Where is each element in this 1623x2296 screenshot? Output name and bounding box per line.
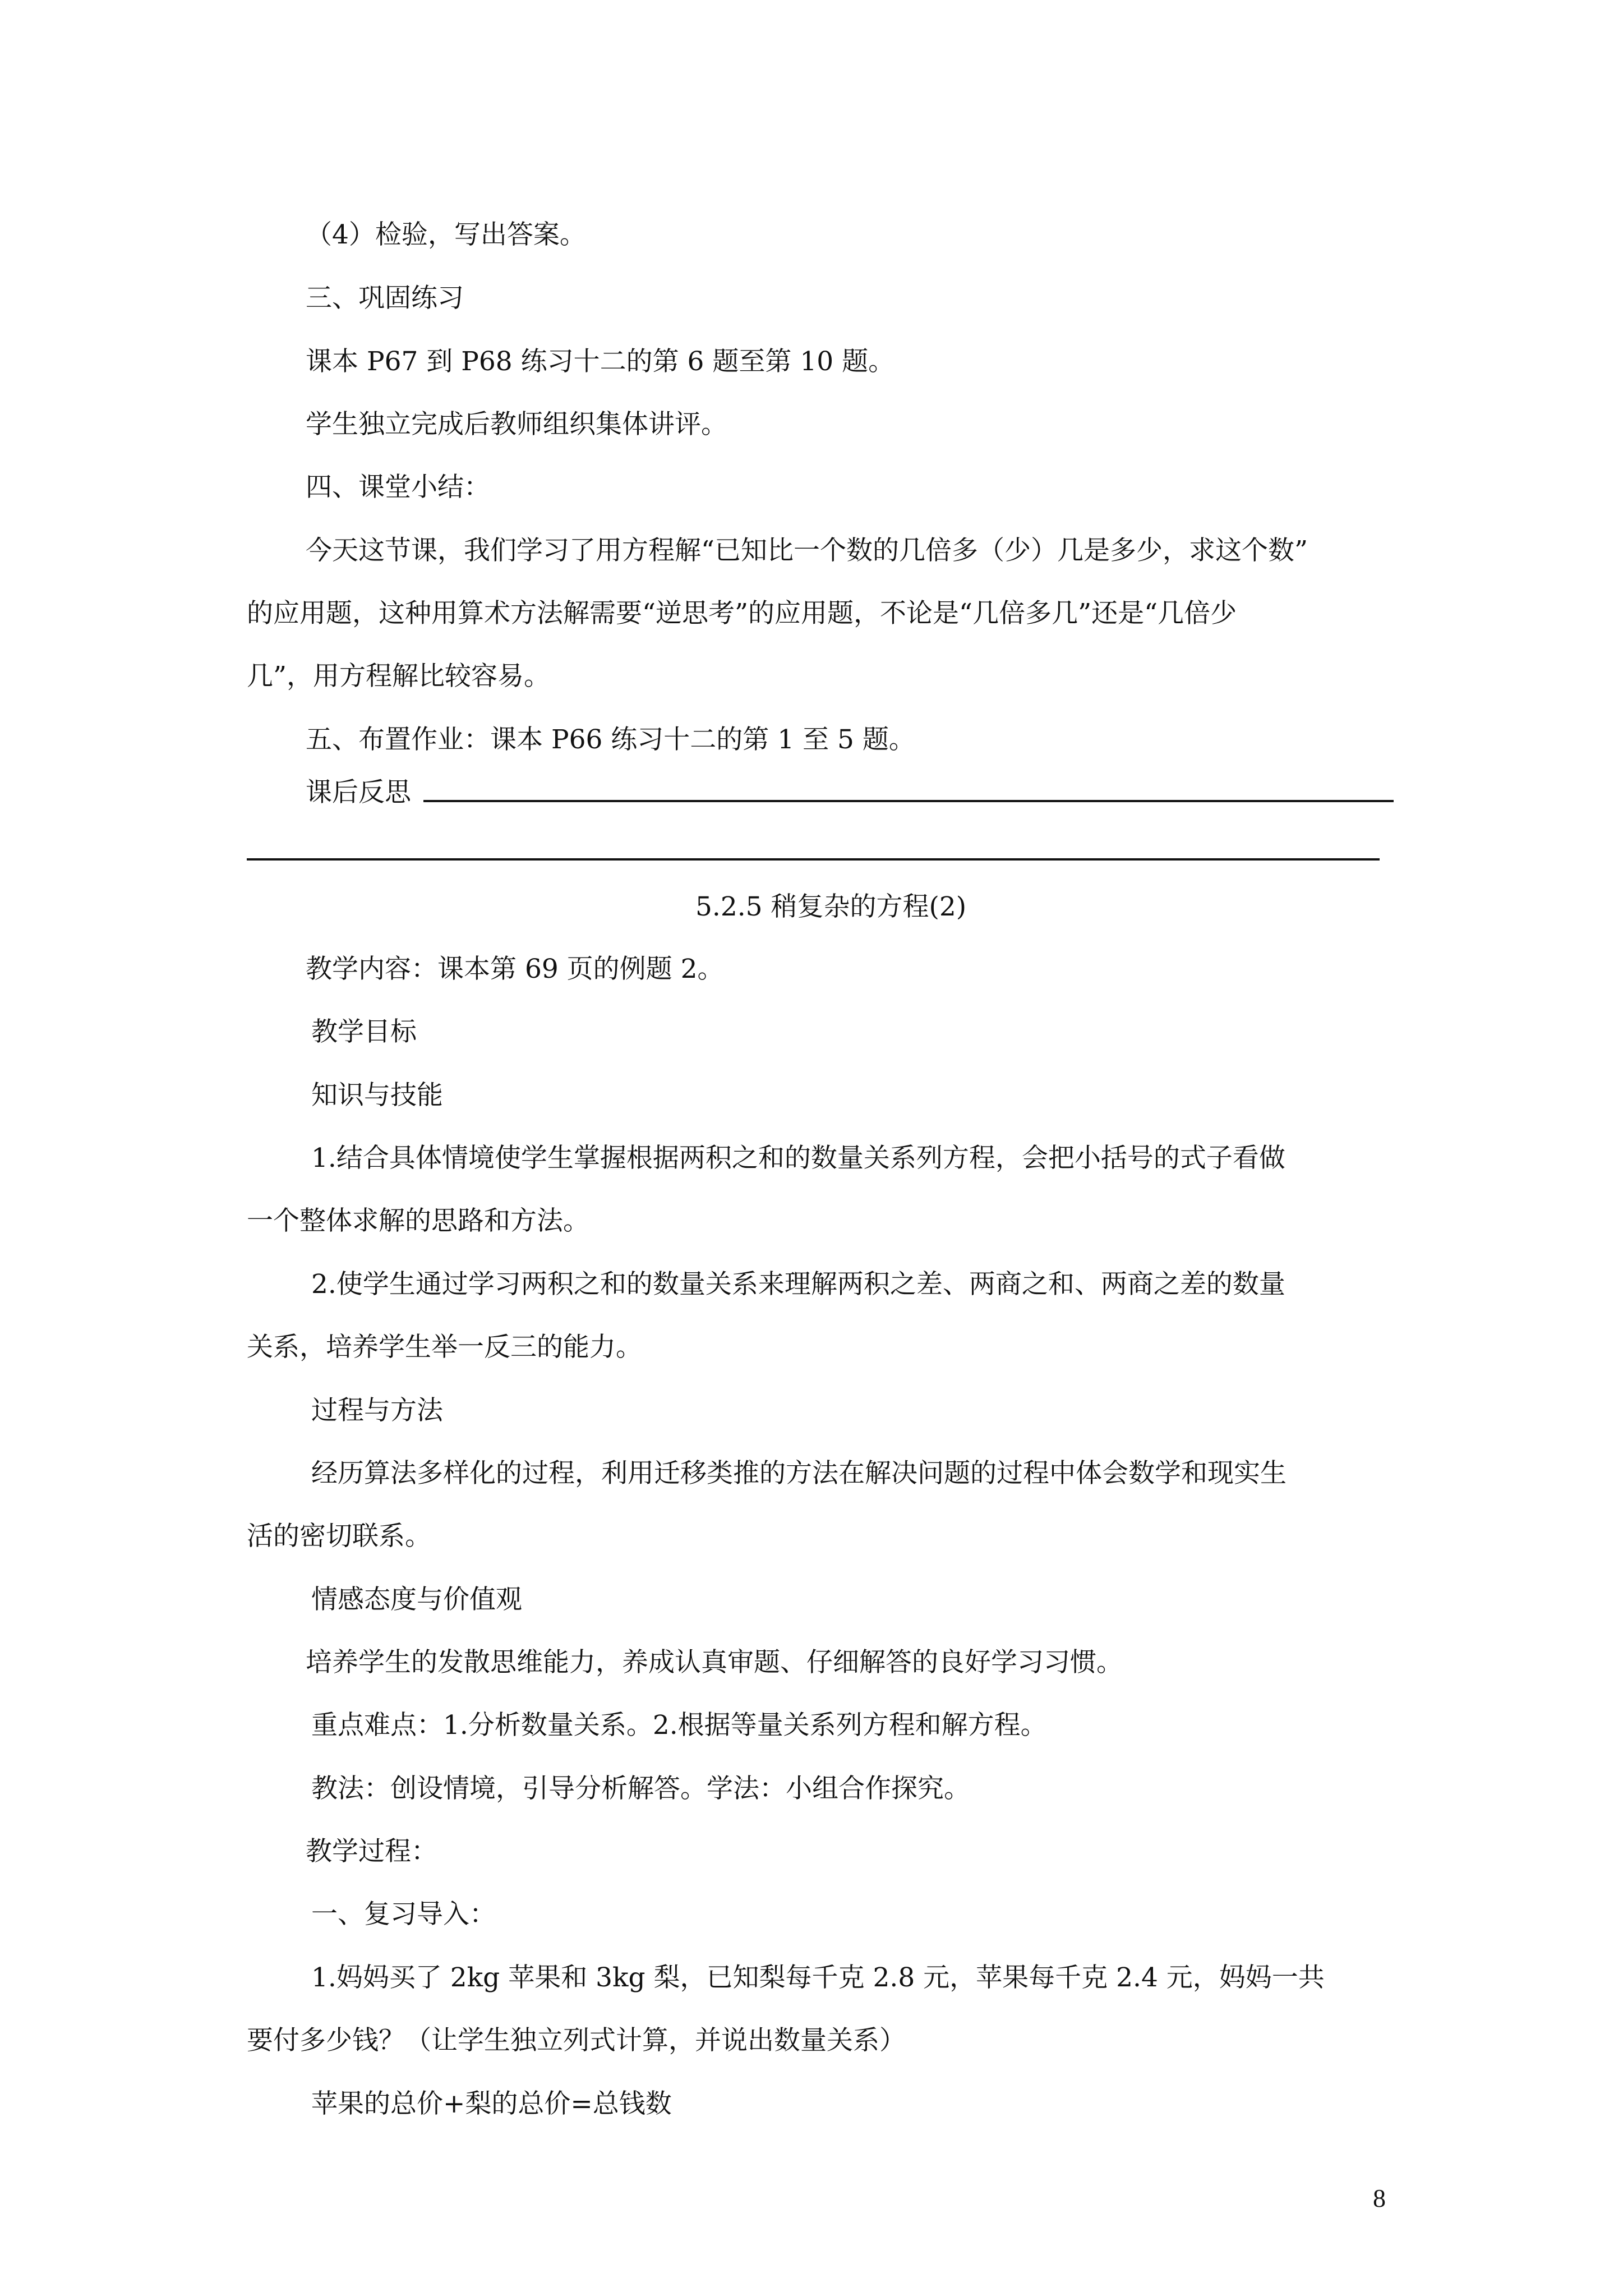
heading-summary: 四、课堂小结： <box>306 472 490 503</box>
heading-knowledge-skills: 知识与技能 <box>311 1080 443 1111</box>
teaching-method: 教法：创设情境，引导分析解答。学法：小组合作探究。 <box>311 1773 970 1804</box>
page-number: 8 <box>1373 2184 1386 2212</box>
goal-1-line-2: 一个整体求解的思路和方法。 <box>247 1205 589 1236</box>
heading-procedure: 教学过程： <box>306 1836 437 1867</box>
question-1-line-2: 要付多少钱？（让学生独立列式计算，并说出数量关系） <box>247 2025 906 2056</box>
emotion-text: 培养学生的发散思维能力，养成认真审题、仔细解答的良好学习习惯。 <box>306 1647 1123 1678</box>
goal-1-line-1: 1.结合具体情境使学生掌握根据两积之和的数量关系列方程，会把小括号的式子看做 <box>311 1143 1285 1174</box>
summary-line-2: 的应用题，这种用算术方法解需要“逆思考”的应用题，不论是“几倍多几”还是“几倍少 <box>247 598 1237 629</box>
teaching-content: 教学内容：课本第 69 页的例题 2。 <box>306 954 724 984</box>
heading-review: 一、复习导入： <box>311 1899 496 1930</box>
process-line-2: 活的密切联系。 <box>247 1521 431 1552</box>
practice-review-text: 学生独立完成后教师组织集体讲评。 <box>306 409 727 440</box>
heading-goals: 教学目标 <box>311 1016 417 1047</box>
process-line-1: 经历算法多样化的过程，利用迁移类推的方法在解决问题的过程中体会数学和现实生 <box>311 1458 1287 1489</box>
heading-process-method: 过程与方法 <box>311 1395 443 1426</box>
summary-line-3: 几”，用方程解比较容易。 <box>247 661 551 692</box>
relationship-formula: 苹果的总价+梨的总价=总钱数 <box>311 2088 672 2119</box>
summary-line-1: 今天这节课，我们学习了用方程解“已知比一个数的几倍多（少）几是多少，求这个数” <box>306 535 1308 566</box>
section-title: 5.2.5 稍复杂的方程(2) <box>695 891 967 922</box>
reflection-label: 课后反思 <box>306 777 411 808</box>
heading-emotion-values: 情感态度与价值观 <box>311 1584 522 1615</box>
step-4-check: （4）检验，写出答案。 <box>306 219 586 250</box>
question-1-line-1: 1.妈妈买了 2kg 苹果和 3kg 梨，已知梨每千克 2.8 元，苹果每千克 2.4 元，妈妈一共 <box>311 1962 1325 1993</box>
reflection-underline <box>423 800 1394 802</box>
goal-2-line-1: 2.使学生通过学习两积之和的数量关系来理解两积之差、两商之和、两商之差的数量 <box>311 1269 1285 1300</box>
homework-text: 五、布置作业：课本 P66 练习十二的第 1 至 5 题。 <box>306 724 915 755</box>
goal-2-line-2: 关系，培养学生举一反三的能力。 <box>247 1332 642 1363</box>
key-difficulties: 重点难点：1.分析数量关系。2.根据等量关系列方程和解方程。 <box>311 1710 1047 1741</box>
section-divider-line <box>247 858 1380 861</box>
heading-practice: 三、巩固练习 <box>306 283 464 314</box>
practice-text: 课本 P67 到 P68 练习十二的第 6 题至第 10 题。 <box>306 346 895 377</box>
